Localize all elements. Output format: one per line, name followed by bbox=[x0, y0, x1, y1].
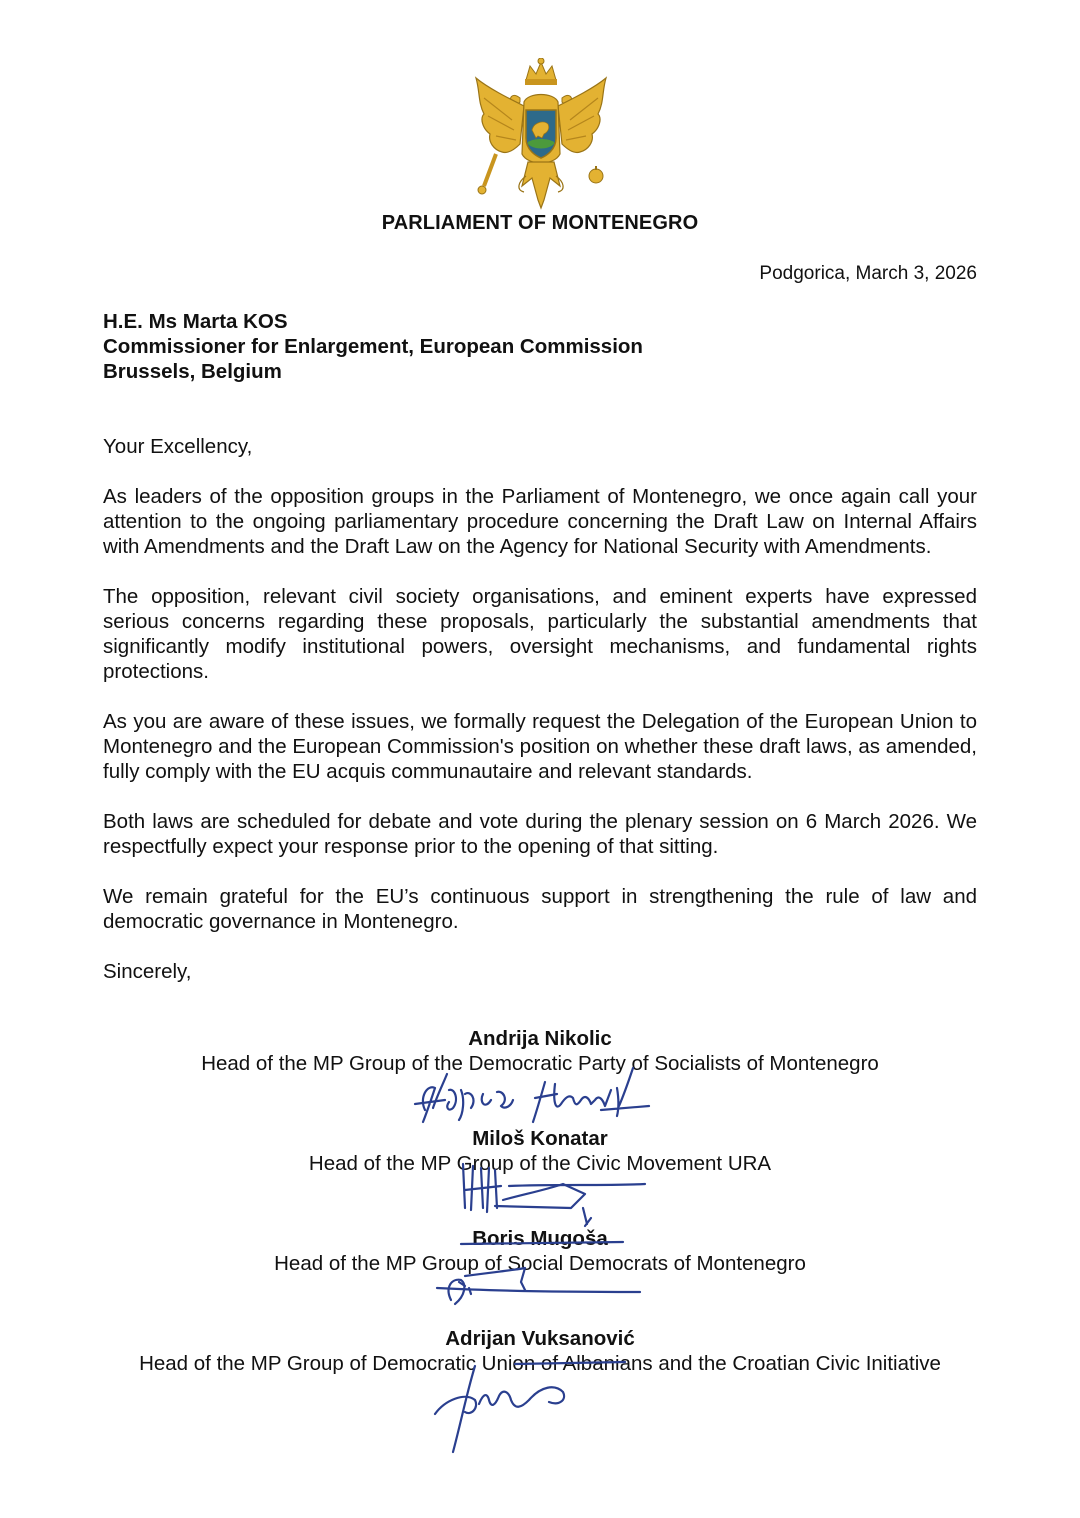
body-paragraph: Both laws are scheduled for debate and vote during the plenary session on 6 March 2026. We respectfully expect your response prior to the opening of that sitting. bbox=[103, 810, 977, 858]
montenegro-coat-of-arms-icon bbox=[468, 58, 614, 214]
signatory-block bbox=[0, 1326, 1080, 1376]
signatory-block bbox=[0, 1126, 1080, 1176]
salutation: Your Excellency, bbox=[103, 435, 253, 458]
body-paragraph: As leaders of the opposition groups in the Parliament of Montenegro, we once again call your attention to the ongoing parliamentary procedure concerning the Draft Law on Internal Affairs with Amendments and the Draft Law on the Agency for National Security with Amendments. bbox=[103, 485, 977, 558]
closing: Sincerely, bbox=[103, 960, 192, 983]
signatory-role: Head of the MP Group of Democratic Union of Albanians and the Croatian Civic Initiative bbox=[139, 1352, 941, 1375]
place-and-date: Podgorica, March 3, 2026 bbox=[759, 263, 977, 284]
recipient-location: Brussels, Belgium bbox=[103, 360, 282, 383]
signatory-block bbox=[0, 1026, 1080, 1076]
signatory-name: Andrija Nikolic bbox=[468, 1027, 612, 1050]
signatory-name: Miloš Konatar bbox=[472, 1127, 608, 1150]
recipient-title: Commissioner for Enlargement, European Commission bbox=[103, 335, 643, 358]
letter-body bbox=[103, 434, 977, 1009]
signatory-role: Head of the MP Group of the Civic Movement URA bbox=[308, 1152, 772, 1175]
institution-title: PARLIAMENT OF MONTENEGRO bbox=[381, 212, 699, 234]
body-paragraph: We remain grateful for the EU’s continuous support in strengthening the rule of law and democratic governance in Montenegro. bbox=[103, 885, 977, 933]
signatory-name: Adrijan Vuksanović bbox=[445, 1327, 635, 1350]
recipient-address bbox=[103, 309, 643, 384]
signatory-role: Head of the MP Group of Social Democrats of Montenegro bbox=[274, 1252, 806, 1275]
recipient-name: H.E. Ms Marta KOS bbox=[103, 310, 288, 333]
body-paragraph: As you are aware of these issues, we formally request the Delegation of the European Union to Montenegro and the European Commission's position on whether these draft laws, as amended, fully comply with the EU acquis communautaire and relevant standards. bbox=[103, 710, 977, 783]
signatory-name: Boris Mugoša bbox=[472, 1227, 608, 1250]
signatory-block bbox=[0, 1226, 1080, 1276]
signatory-role: Head of the MP Group of the Democratic Party of Socialists of Montenegro bbox=[201, 1052, 879, 1075]
body-paragraph: The opposition, relevant civil society organisations, and eminent experts have expressed serious concerns regarding these proposals, particularly the substantial amendments that significantly modify institutional powers, oversight mechanisms, and fundamental rights protections. bbox=[103, 585, 977, 683]
